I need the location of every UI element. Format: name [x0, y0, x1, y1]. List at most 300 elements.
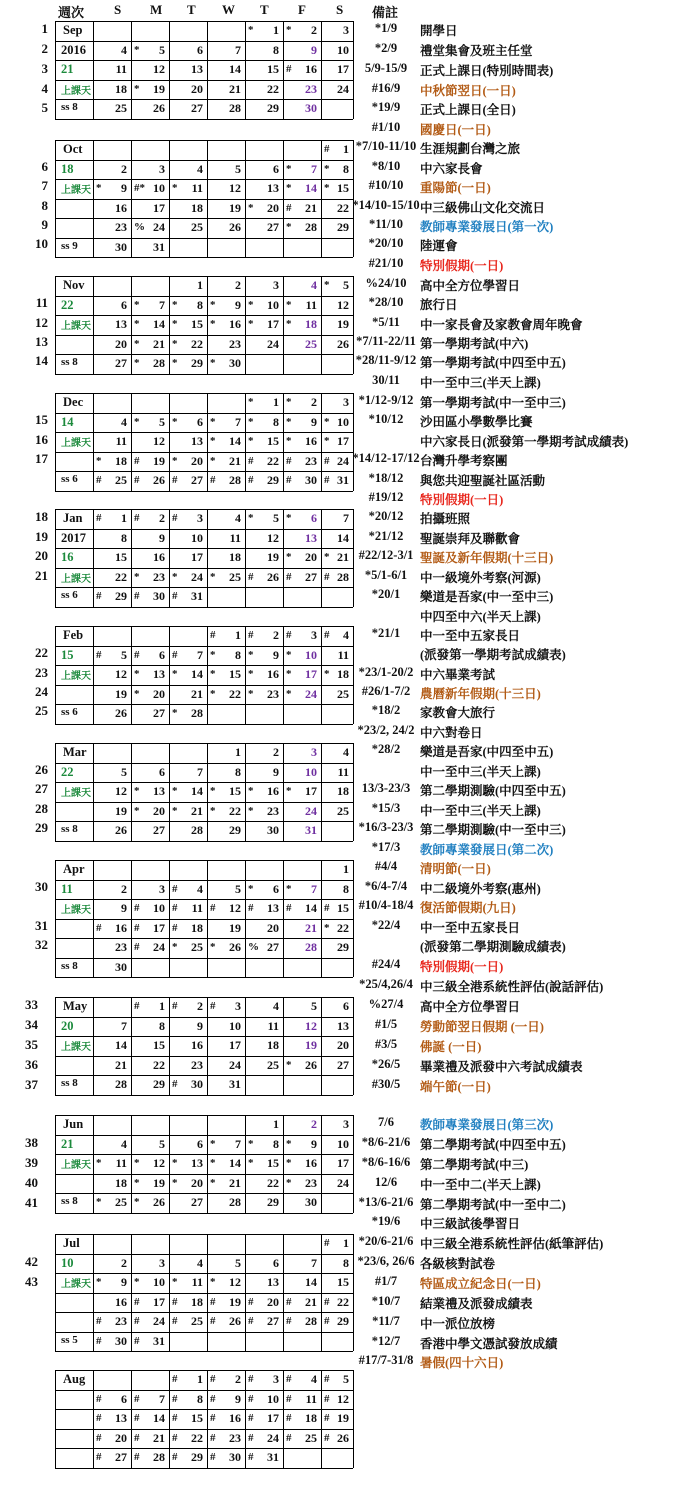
- day-number: 18: [191, 1295, 203, 1309]
- day-cell: [93, 704, 131, 723]
- day-cell: [321, 1056, 353, 1075]
- day-cell: [169, 99, 207, 118]
- month-table-dec: [55, 393, 353, 491]
- day-marker: #: [324, 1237, 330, 1249]
- remark-date: #10/10: [368, 178, 404, 192]
- remark-text: 生涯規劃台灣之旅: [420, 142, 521, 156]
- day-cell: [207, 1293, 245, 1312]
- week-number: 43: [25, 1274, 38, 1289]
- day-cell: [169, 802, 207, 821]
- remark-row: [352, 548, 700, 566]
- day-cell: [93, 646, 131, 665]
- day-marker: *: [172, 805, 178, 817]
- day-marker: #: [286, 1315, 292, 1327]
- day-number: 12: [229, 901, 241, 915]
- day-number: 17: [229, 1038, 241, 1052]
- day-cell: [93, 1429, 131, 1448]
- day-cell: [283, 1409, 321, 1428]
- day-number: 16: [229, 1411, 241, 1425]
- day-number: 21: [191, 687, 203, 701]
- day-cell: [283, 1036, 321, 1055]
- day-cell: [93, 919, 131, 938]
- day-number: 20: [267, 1295, 279, 1309]
- remark-date: *14/12-17/12: [352, 451, 420, 465]
- remark-text: 第一學期考試(中一至中三): [420, 396, 566, 410]
- remark-text: 中一派位放榜: [420, 1317, 496, 1331]
- day-cell: [169, 1390, 207, 1409]
- grid-line: [55, 140, 56, 257]
- day-cell: [283, 1056, 321, 1075]
- day-marker: #: [172, 1296, 178, 1308]
- day-number: 9: [311, 43, 317, 57]
- remark-row: [352, 334, 700, 352]
- day-cell: [283, 743, 321, 762]
- day-marker: *: [172, 416, 178, 428]
- day-marker: *: [134, 1196, 140, 1208]
- day-number: 27: [153, 823, 165, 837]
- day-cell: [131, 1154, 169, 1173]
- day-marker: *: [96, 1196, 102, 1208]
- day-number: 17: [305, 667, 317, 681]
- day-cell: [169, 880, 207, 899]
- day-marker: *: [210, 318, 216, 330]
- day-cell: [321, 160, 353, 179]
- day-cell: [169, 782, 207, 801]
- day-cell: [131, 1332, 169, 1351]
- day-number: 13: [267, 181, 279, 195]
- day-marker: #: [286, 1412, 292, 1424]
- month-table-mar: [55, 743, 353, 841]
- month-note: ss 8: [61, 101, 78, 113]
- day-marker: *: [286, 318, 292, 330]
- month-table-jun: [55, 1115, 353, 1213]
- day-number: 30: [115, 1334, 127, 1348]
- remark-text: 中一至中五家長日: [420, 629, 521, 643]
- day-number: 1: [273, 23, 279, 37]
- day-cell: [283, 413, 321, 432]
- remark-date: #3/5: [374, 1037, 398, 1051]
- day-number: 15: [267, 1156, 279, 1170]
- day-number: 1: [343, 1236, 349, 1250]
- day-number: 18: [337, 784, 349, 798]
- remark-row: [352, 937, 700, 955]
- day-number: 26: [305, 1058, 317, 1072]
- remark-row: [352, 1175, 700, 1193]
- day-number: 4: [197, 162, 203, 176]
- day-cell: [93, 160, 131, 179]
- day-cell: [321, 393, 353, 412]
- day-number: 1: [121, 511, 127, 525]
- day-marker: *: [172, 941, 178, 953]
- week-number: 28: [35, 801, 48, 816]
- remark-text: 中三級全港系統性評估(說話評估): [420, 980, 604, 994]
- day-cell: [93, 1075, 131, 1094]
- remark-date: *20/10: [368, 236, 404, 250]
- remark-row: [352, 684, 700, 702]
- remark-date: #1/10: [371, 120, 401, 134]
- day-number: 7: [235, 43, 241, 57]
- day-number: 6: [197, 415, 203, 429]
- day-marker: *: [286, 182, 292, 194]
- remark-row: [352, 471, 700, 489]
- day-marker: *: [134, 668, 140, 680]
- month-note: ss 8: [61, 960, 78, 972]
- day-number: 29: [267, 473, 279, 487]
- day-number: 21: [229, 1176, 241, 1190]
- remark-row: [352, 100, 700, 118]
- day-cell: [207, 1429, 245, 1448]
- remark-row: [352, 1037, 700, 1055]
- day-number: 19: [267, 550, 279, 564]
- day-cell: [93, 471, 131, 490]
- day-number: 27: [305, 570, 317, 584]
- day-cell: [207, 880, 245, 899]
- day-number: 18: [115, 82, 127, 96]
- day-number: 16: [115, 201, 127, 215]
- day-cell: [283, 1154, 321, 1173]
- day-cell: [93, 179, 131, 198]
- day-number: 30: [305, 101, 317, 115]
- day-number: 15: [115, 550, 127, 564]
- day-cell: [207, 199, 245, 218]
- day-cell: [245, 471, 283, 490]
- remark-text: 第二學期考試(中三): [420, 1158, 529, 1172]
- remark-row: [352, 840, 700, 858]
- day-marker: *: [248, 1138, 254, 1150]
- day-number: 2: [273, 745, 279, 759]
- header-day-mon: M: [150, 2, 163, 17]
- day-cell: [93, 335, 131, 354]
- remark-date: 13/3-23/3: [361, 781, 411, 795]
- day-marker: #: [324, 1315, 330, 1327]
- day-cell: [321, 1273, 353, 1292]
- day-cell: [131, 509, 169, 528]
- day-number: 9: [311, 415, 317, 429]
- day-number: 14: [229, 62, 241, 76]
- grid-line: [55, 119, 353, 120]
- day-number: 4: [197, 1256, 203, 1270]
- day-number: 3: [159, 882, 165, 896]
- month-note: 2017: [61, 531, 86, 545]
- day-cell: [169, 315, 207, 334]
- day-number: 11: [267, 1019, 279, 1033]
- day-number: 27: [153, 706, 165, 720]
- day-number: 29: [191, 1450, 203, 1464]
- week-number: 32: [35, 937, 48, 952]
- remark-date: #1/5: [374, 1017, 398, 1031]
- day-marker: *: [248, 805, 254, 817]
- day-marker: *: [134, 357, 140, 369]
- day-number: 10: [337, 415, 349, 429]
- day-number: 18: [115, 1176, 127, 1190]
- month-note: 22: [61, 298, 74, 312]
- month-note: 上課天: [61, 788, 91, 799]
- day-cell: [245, 1254, 283, 1273]
- remark-date: *20/6-21/6: [358, 1234, 414, 1248]
- remark-text: 農曆新年假期(十三日): [420, 687, 541, 701]
- day-cell: [169, 646, 207, 665]
- day-number: 20: [115, 1431, 127, 1445]
- day-number: 9: [159, 531, 165, 545]
- month-label: Jun: [63, 1117, 84, 1131]
- day-marker: #: [96, 1451, 102, 1463]
- day-cell: [131, 160, 169, 179]
- day-cell: [321, 1135, 353, 1154]
- day-cell: [283, 626, 321, 645]
- day-number: 25: [115, 1195, 127, 1209]
- day-number: 12: [267, 531, 279, 545]
- day-cell: [283, 665, 321, 684]
- day-cell: [131, 1135, 169, 1154]
- remark-text: 復活節假期(九日): [420, 901, 516, 915]
- day-cell: [131, 704, 169, 723]
- day-number: 6: [159, 765, 165, 779]
- day-number: 22: [337, 921, 349, 935]
- day-cell: [169, 296, 207, 315]
- month-table-may: [55, 997, 353, 1095]
- day-number: 15: [229, 667, 241, 681]
- day-marker: #: [134, 455, 140, 467]
- day-cell: [93, 1036, 131, 1055]
- day-cell: [93, 529, 131, 548]
- day-marker: #*: [134, 182, 145, 194]
- day-cell: [207, 646, 245, 665]
- remark-date: [352, 607, 420, 625]
- day-number: 5: [159, 43, 165, 57]
- day-number: 29: [337, 940, 349, 954]
- day-cell: [207, 413, 245, 432]
- day-cell: [169, 1154, 207, 1173]
- grid-line: [55, 491, 353, 492]
- day-number: 6: [159, 648, 165, 662]
- remark-text: 高中全方位學習日: [420, 1000, 521, 1014]
- month-note: 上課天: [61, 438, 91, 449]
- grid-line: [55, 1234, 353, 1235]
- day-marker: *: [96, 1157, 102, 1169]
- remark-text: 樂道是吾家(中一至中三): [420, 590, 554, 604]
- day-number: 2: [311, 395, 317, 409]
- remark-date: [352, 762, 420, 780]
- day-marker: #: [286, 1373, 292, 1385]
- day-cell: [131, 763, 169, 782]
- remark-date: *15/3: [371, 801, 401, 815]
- day-cell: [207, 997, 245, 1016]
- remark-text: 中六家長會: [420, 162, 483, 176]
- day-number: 9: [235, 298, 241, 312]
- day-number: 31: [153, 1334, 165, 1348]
- day-cell: [131, 938, 169, 957]
- day-marker: #: [324, 1373, 330, 1385]
- day-number: 27: [267, 940, 279, 954]
- remark-date: *19/6: [371, 1214, 401, 1228]
- day-cell: [169, 919, 207, 938]
- remark-text: 沙田區小學數學比賽: [420, 415, 533, 429]
- day-marker: #: [172, 1000, 178, 1012]
- day-cell: [321, 802, 353, 821]
- day-number: 23: [305, 1176, 317, 1190]
- remark-row: [352, 859, 700, 877]
- month-note: 上課天: [61, 1160, 91, 1171]
- day-number: 30: [115, 240, 127, 254]
- day-cell: [321, 218, 353, 237]
- remark-row: [352, 1115, 700, 1133]
- day-number: 25: [191, 220, 203, 234]
- remark-date: #19/12: [368, 490, 404, 504]
- day-number: 24: [337, 454, 349, 468]
- day-number: 3: [343, 23, 349, 37]
- day-cell: [169, 1429, 207, 1448]
- day-cell: [169, 1075, 207, 1094]
- remark-text: 家教會大旅行: [420, 706, 496, 720]
- remark-date: 7/6: [378, 1115, 394, 1129]
- remark-text: 端午節(一日): [420, 1080, 491, 1094]
- day-cell: [207, 218, 245, 237]
- day-marker: *: [172, 182, 178, 194]
- day-cell: [169, 80, 207, 99]
- remark-date: *10/7: [371, 1294, 401, 1308]
- day-cell: [169, 1193, 207, 1212]
- month-table-feb: [55, 626, 353, 724]
- remark-row: [352, 723, 700, 741]
- day-cell: [131, 296, 169, 315]
- day-cell: [169, 685, 207, 704]
- day-cell: [131, 413, 169, 432]
- day-marker: #: [324, 1432, 330, 1444]
- day-number: 8: [273, 415, 279, 429]
- day-marker: *: [134, 318, 140, 330]
- day-cell: [131, 335, 169, 354]
- day-marker: *: [172, 785, 178, 797]
- day-cell: [131, 802, 169, 821]
- day-marker: *: [134, 785, 140, 797]
- day-cell: [245, 160, 283, 179]
- day-cell: [283, 315, 321, 334]
- remark-text: 教師專業發展日(第一次): [420, 220, 554, 234]
- day-cell: [321, 60, 353, 79]
- day-cell: [93, 1056, 131, 1075]
- day-cell: [169, 1312, 207, 1331]
- day-cell: [321, 782, 353, 801]
- month-label: Mar: [63, 745, 87, 759]
- day-cell: [283, 432, 321, 451]
- grid-line: [55, 1234, 56, 1351]
- day-number: 26: [115, 706, 127, 720]
- month-label: Jan: [63, 511, 83, 525]
- day-number: 20: [115, 337, 127, 351]
- day-cell: [321, 335, 353, 354]
- remark-text: 中一家長會及家教會周年晚會: [420, 318, 583, 332]
- day-number: 18: [191, 921, 203, 935]
- day-cell: [321, 997, 353, 1016]
- day-number: 23: [305, 82, 317, 96]
- day-number: 20: [305, 550, 317, 564]
- day-number: 10: [267, 298, 279, 312]
- remark-date: #16/9: [371, 81, 401, 95]
- remark-date: #1/7: [374, 1274, 398, 1288]
- day-marker: #: [172, 1315, 178, 1327]
- day-number: 27: [337, 1058, 349, 1072]
- remark-row: [352, 451, 700, 469]
- day-number: 27: [115, 356, 127, 370]
- day-number: 30: [229, 1450, 241, 1464]
- day-cell: [131, 685, 169, 704]
- day-marker: #: [96, 474, 102, 486]
- day-marker: *: [172, 707, 178, 719]
- day-marker: #: [172, 1078, 178, 1090]
- day-cell: [245, 452, 283, 471]
- day-cell: [283, 1312, 321, 1331]
- day-number: 3: [273, 1372, 279, 1386]
- header-day-sat: S: [336, 2, 344, 17]
- remark-date: *6/4-7/4: [364, 879, 408, 893]
- remark-date: 5/9-15/9: [364, 61, 408, 75]
- day-marker: *: [324, 922, 330, 934]
- day-number: 22: [115, 570, 127, 584]
- day-number: 7: [121, 1019, 127, 1033]
- day-cell: [169, 218, 207, 237]
- day-marker: #: [134, 649, 140, 661]
- month-note: 上課天: [61, 574, 91, 585]
- day-number: 9: [197, 1019, 203, 1033]
- day-marker: #: [286, 1393, 292, 1405]
- day-number: 11: [229, 531, 241, 545]
- day-marker: #: [286, 63, 292, 75]
- remark-date: *10/12: [368, 412, 404, 426]
- day-cell: [283, 821, 321, 840]
- remark-row: [352, 21, 700, 39]
- remark-date: #17/7-31/8: [358, 1353, 414, 1367]
- day-cell: [207, 1390, 245, 1409]
- day-number: 13: [153, 667, 165, 681]
- day-number: 14: [191, 667, 203, 681]
- remark-text: 聖誕崇拜及聯歡會: [420, 532, 521, 546]
- day-marker: *: [324, 163, 330, 175]
- day-number: 26: [229, 940, 241, 954]
- month-label: Oct: [63, 142, 83, 156]
- day-number: 17: [337, 434, 349, 448]
- day-number: 27: [191, 1195, 203, 1209]
- remark-text: 中一至中三(半天上課): [420, 765, 541, 779]
- day-cell: [245, 646, 283, 665]
- day-cell: [321, 1429, 353, 1448]
- day-cell: [131, 80, 169, 99]
- day-number: 26: [267, 570, 279, 584]
- week-number: 36: [25, 1057, 38, 1072]
- remark-text: 第二學期考試(中四至中五): [420, 1138, 566, 1152]
- day-cell: [321, 296, 353, 315]
- day-number: 19: [153, 454, 165, 468]
- day-marker: *: [210, 1276, 216, 1288]
- day-cell: [245, 1036, 283, 1055]
- day-number: 22: [191, 337, 203, 351]
- day-cell: [283, 1273, 321, 1292]
- day-cell: [131, 452, 169, 471]
- week-number: 38: [25, 1135, 38, 1150]
- remark-date: *20/12: [368, 509, 404, 523]
- day-marker: #: [96, 649, 102, 661]
- day-cell: [207, 471, 245, 490]
- header-day-thu: T: [260, 2, 269, 17]
- day-cell: [245, 179, 283, 198]
- day-cell: [283, 782, 321, 801]
- day-number: 6: [343, 999, 349, 1013]
- day-cell: [169, 548, 207, 567]
- week-number: 12: [35, 315, 48, 330]
- remark-row: [352, 1294, 700, 1312]
- day-number: 12: [305, 1019, 317, 1033]
- day-number: 16: [115, 1295, 127, 1309]
- day-number: 29: [153, 1077, 165, 1091]
